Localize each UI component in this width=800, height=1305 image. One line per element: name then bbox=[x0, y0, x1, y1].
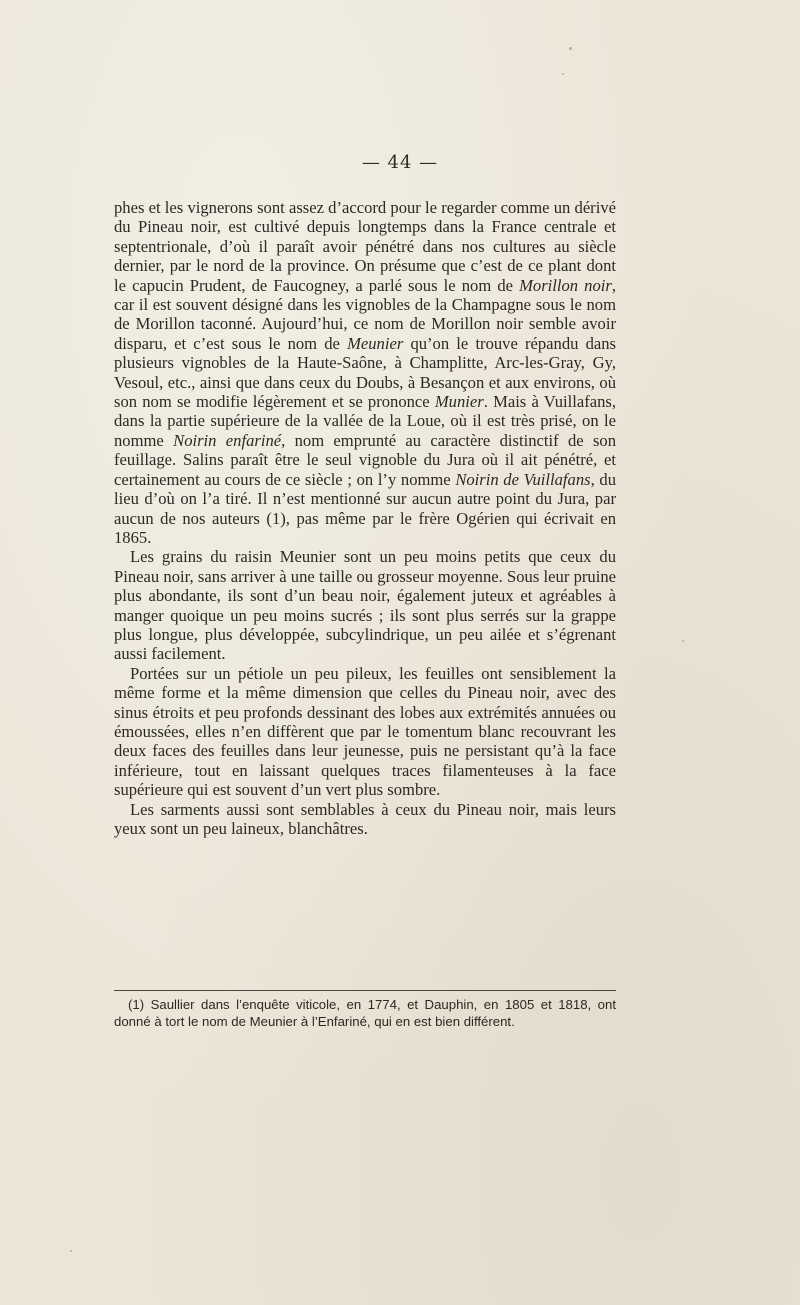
italic-term: Noirin enfariné bbox=[173, 430, 282, 450]
text-run: , du lieu d’où on l’a tiré. Il n’est mentionné sur aucun autre point du Jura, par aucun de nos auteurs (1), pas même par le frère Ogérien qui écrivait en 1865. bbox=[114, 469, 616, 547]
paper-speck bbox=[70, 1250, 72, 1252]
paragraph bbox=[114, 547, 616, 663]
italic-term: Noirin de Vuillafans bbox=[455, 469, 591, 489]
text-run: Les grains du raisin Meunier sont un peu moins petits que ceux du Pineau noir, sans arriver à une taille ou grosseur moyenne. Sous leur pruine plus abondante, ils sont d’un beau noir, également juteux et agréables à manger quoique un peu moins sucrés ; ils sont plus serrés sur la grappe plus longue, plus développée, subcylindrique, un peu ailée et s’égrenant aussi facilement. bbox=[114, 547, 616, 664]
text-run: Les sarments aussi sont semblables à ceux du Pineau noir, mais leurs yeux sont un peu laineux, blanchâtres. bbox=[114, 799, 616, 838]
text-run: . Mais à Vuillafans, dans la partie supérieure de la vallée de la Loue, où il est très prisé, on le nomme bbox=[114, 392, 617, 450]
footnote: (1) Saullier dans l’enquête viticole, en 1774, et Dauphin, en 1805 et 1818, ont donné à tort le nom de Meunier à l’Enfariné, qui en est bien différent. bbox=[114, 997, 616, 1029]
italic-term: Morillon noir bbox=[519, 275, 612, 295]
text-run: Portées sur un pétiole un peu pileux, les feuilles ont sensiblement la même forme et la même dimension que celles du Pineau noir, avec des sinus étroits et peu profonds dessinant des lobes aux extrémités annuées ou émoussées, elles n’en diffèrent que par le tomentum blanc recouvrant les deux faces des feuilles dans leur jeunesse, puis ne persistant qu’à la face inférieure, tout en laissant quelques traces filamenteuses à la face supérieure qui est souvent d’un vert plus sombre. bbox=[114, 663, 616, 800]
paper-speck bbox=[569, 47, 572, 50]
text-run: , nom emprunté au caractère distinctif de son feuillage. Salins paraît être le seul vignoble du Jura où il ait pénétré, et certainement au cours de ce siècle ; on l’y nomme bbox=[114, 430, 617, 489]
paper-speck bbox=[562, 73, 564, 75]
paper-speck bbox=[682, 640, 684, 642]
text-run: , car il est souvent désigné dans les vignobles de la Champagne sous le nom de Morillon taconné. Aujourd’hui, ce nom de Morillon noir semble avoir disparu, et c’est sous le nom de bbox=[114, 275, 616, 353]
body-text bbox=[114, 198, 616, 838]
page-number: — 44 — bbox=[361, 152, 439, 173]
italic-term: Meunier bbox=[347, 333, 404, 353]
italic-term: Munier bbox=[434, 392, 484, 412]
paragraph bbox=[114, 664, 616, 800]
paragraph bbox=[114, 800, 616, 839]
paragraph bbox=[114, 198, 616, 547]
text-run: qu’on le trouve répandu dans plusieurs vignobles de la Haute-Saône, à Champlitte, Arc-les-Gray, Gy, Vesoul, etc., ainsi que dans ceux du Doubs, à Besançon et aux environs, où son nom se modifie légèrement et se prononce bbox=[114, 333, 617, 412]
text-run: phes et les vignerons sont assez d’accord pour le regarder comme un dérivé du Pineau noir, est cultivé depuis longtemps dans la France centrale et septentrionale, d’où il paraît avoir pénétré dans nos cultures au siècle dernier, par le nord de la province. On présume que c’est de ce plant dont le capucin Prudent, de Faucogney, a parlé sous le nom de bbox=[114, 198, 616, 295]
footnote-divider bbox=[114, 990, 616, 991]
